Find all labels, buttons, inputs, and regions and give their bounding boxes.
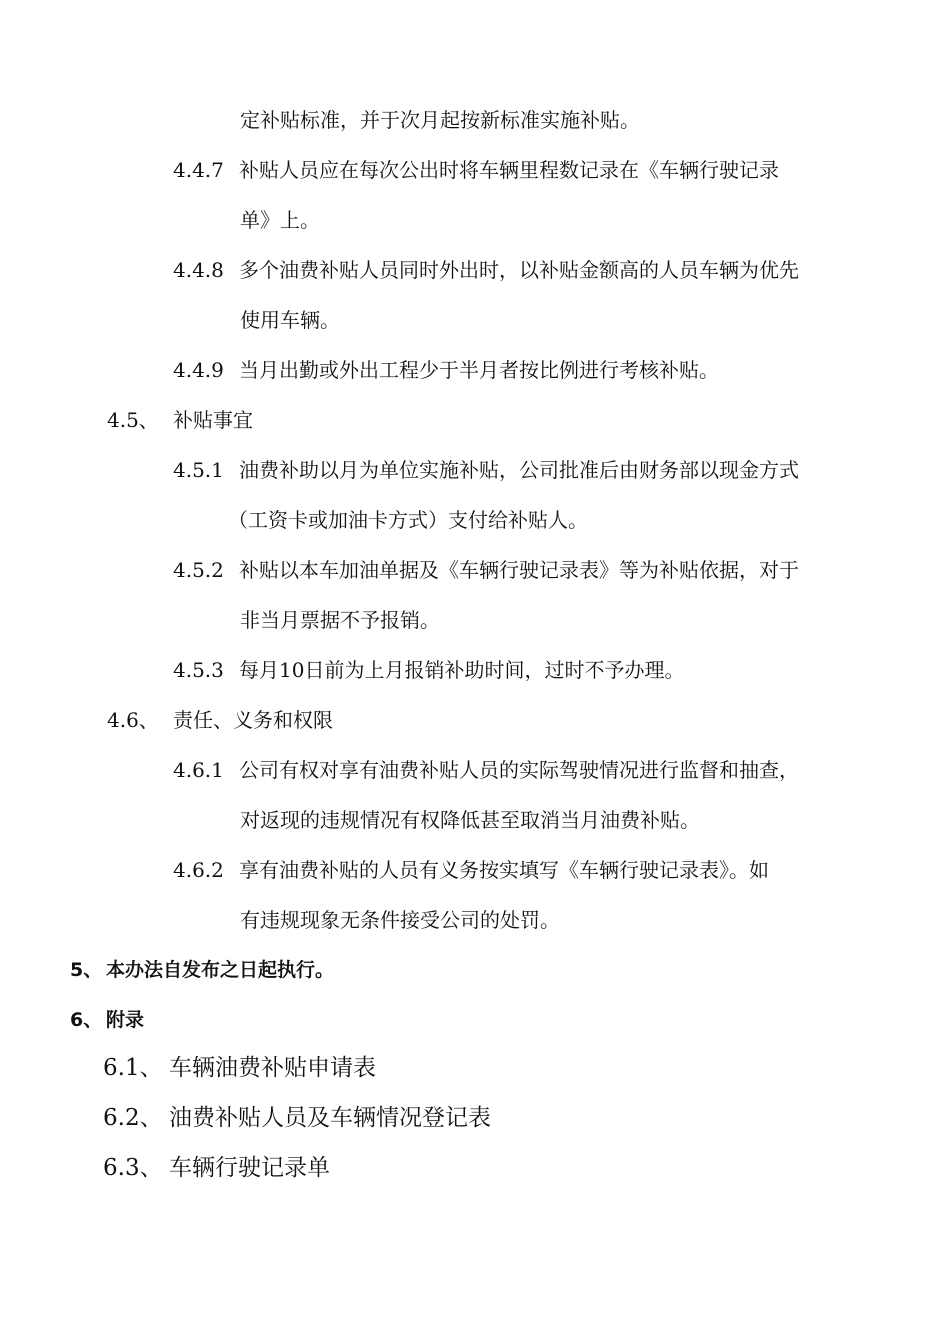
line-text: 每月10日前为上月报销补助时间，过时不予办理。 [239, 658, 685, 682]
section-number: 4.6、 [107, 708, 159, 732]
clause-4-4-7 [173, 156, 779, 184]
paragraph-line [240, 106, 640, 134]
appendix-item [103, 1102, 491, 1134]
appendix-number: 6.2、 [103, 1105, 163, 1131]
line-text: 当月出勤或外出工程少于半月者按比例进行考核补贴。 [239, 358, 719, 382]
clause-number: 4.4.8 [173, 258, 224, 282]
clause-number: 4.4.7 [173, 158, 224, 182]
appendix-title: 车辆行驶记录单 [169, 1155, 330, 1181]
paragraph-line [240, 306, 340, 334]
section-6-heading [70, 1006, 144, 1034]
line-text: 享有油费补贴的人员有义务按实填写《车辆行驶记录表》。如 [239, 858, 769, 882]
clause-4-5-1 [173, 456, 799, 484]
section-4-5 [107, 406, 253, 434]
appendix-item [103, 1152, 330, 1184]
clause-4-6-1 [173, 756, 799, 784]
section-title: 附录 [106, 1009, 145, 1031]
section-number: 4.5、 [107, 408, 159, 432]
section-title: 本办法自发布之日起执行。 [106, 959, 335, 981]
clause-4-6-2 [173, 856, 769, 884]
appendix-number: 6.3、 [103, 1155, 163, 1181]
line-text: 多个油费补贴人员同时外出时，以补贴金额高的人员车辆为优先 [239, 258, 799, 282]
clause-4-4-8 [173, 256, 799, 284]
clause-4-5-2 [173, 556, 799, 584]
line-text: 对返现的违规情况有权降低甚至取消当月油费补贴。 [240, 808, 700, 832]
line-text: 补贴以本车加油单据及《车辆行驶记录表》等为补贴依据，对于 [239, 558, 799, 582]
paragraph-line [228, 506, 588, 534]
clause-number: 4.5.2 [173, 558, 224, 582]
clause-number: 4.4.9 [173, 358, 224, 382]
section-5-heading [70, 956, 334, 984]
line-text: 定补贴标准，并于次月起按新标准实施补贴。 [240, 108, 640, 132]
clause-number: 4.5.3 [173, 658, 224, 682]
clause-number: 4.5.1 [173, 458, 224, 482]
paragraph-line [240, 206, 320, 234]
line-text: 非当月票据不予报销。 [240, 608, 440, 632]
clause-4-4-9 [173, 356, 719, 384]
line-text: 使用车辆。 [240, 308, 340, 332]
paragraph-line [240, 806, 700, 834]
paragraph-line [240, 906, 560, 934]
paragraph-line [240, 606, 440, 634]
section-title: 责任、义务和权限 [173, 708, 333, 732]
line-text: （工资卡或加油卡方式）支付给补贴人。 [228, 508, 588, 532]
clause-number: 4.6.1 [173, 758, 224, 782]
clause-4-5-3 [173, 656, 684, 684]
clause-number: 4.6.2 [173, 858, 224, 882]
line-text: 公司有权对享有油费补贴人员的实际驾驶情况进行监督和抽查， [239, 758, 799, 782]
section-title: 补贴事宜 [173, 408, 253, 432]
line-text: 补贴人员应在每次公出时将车辆里程数记录在《车辆行驶记录 [239, 158, 779, 182]
section-4-6 [107, 706, 333, 734]
appendix-number: 6.1、 [103, 1055, 163, 1081]
line-text: 单》上。 [240, 208, 320, 232]
appendix-title: 车辆油费补贴申请表 [169, 1055, 376, 1081]
line-text: 油费补助以月为单位实施补贴，公司批准后由财务部以现金方式 [239, 458, 799, 482]
section-number: 6、 [70, 1009, 103, 1031]
appendix-title: 油费补贴人员及车辆情况登记表 [169, 1105, 491, 1131]
appendix-item [103, 1052, 376, 1084]
line-text: 有违规现象无条件接受公司的处罚。 [240, 908, 560, 932]
section-number: 5、 [70, 959, 103, 981]
